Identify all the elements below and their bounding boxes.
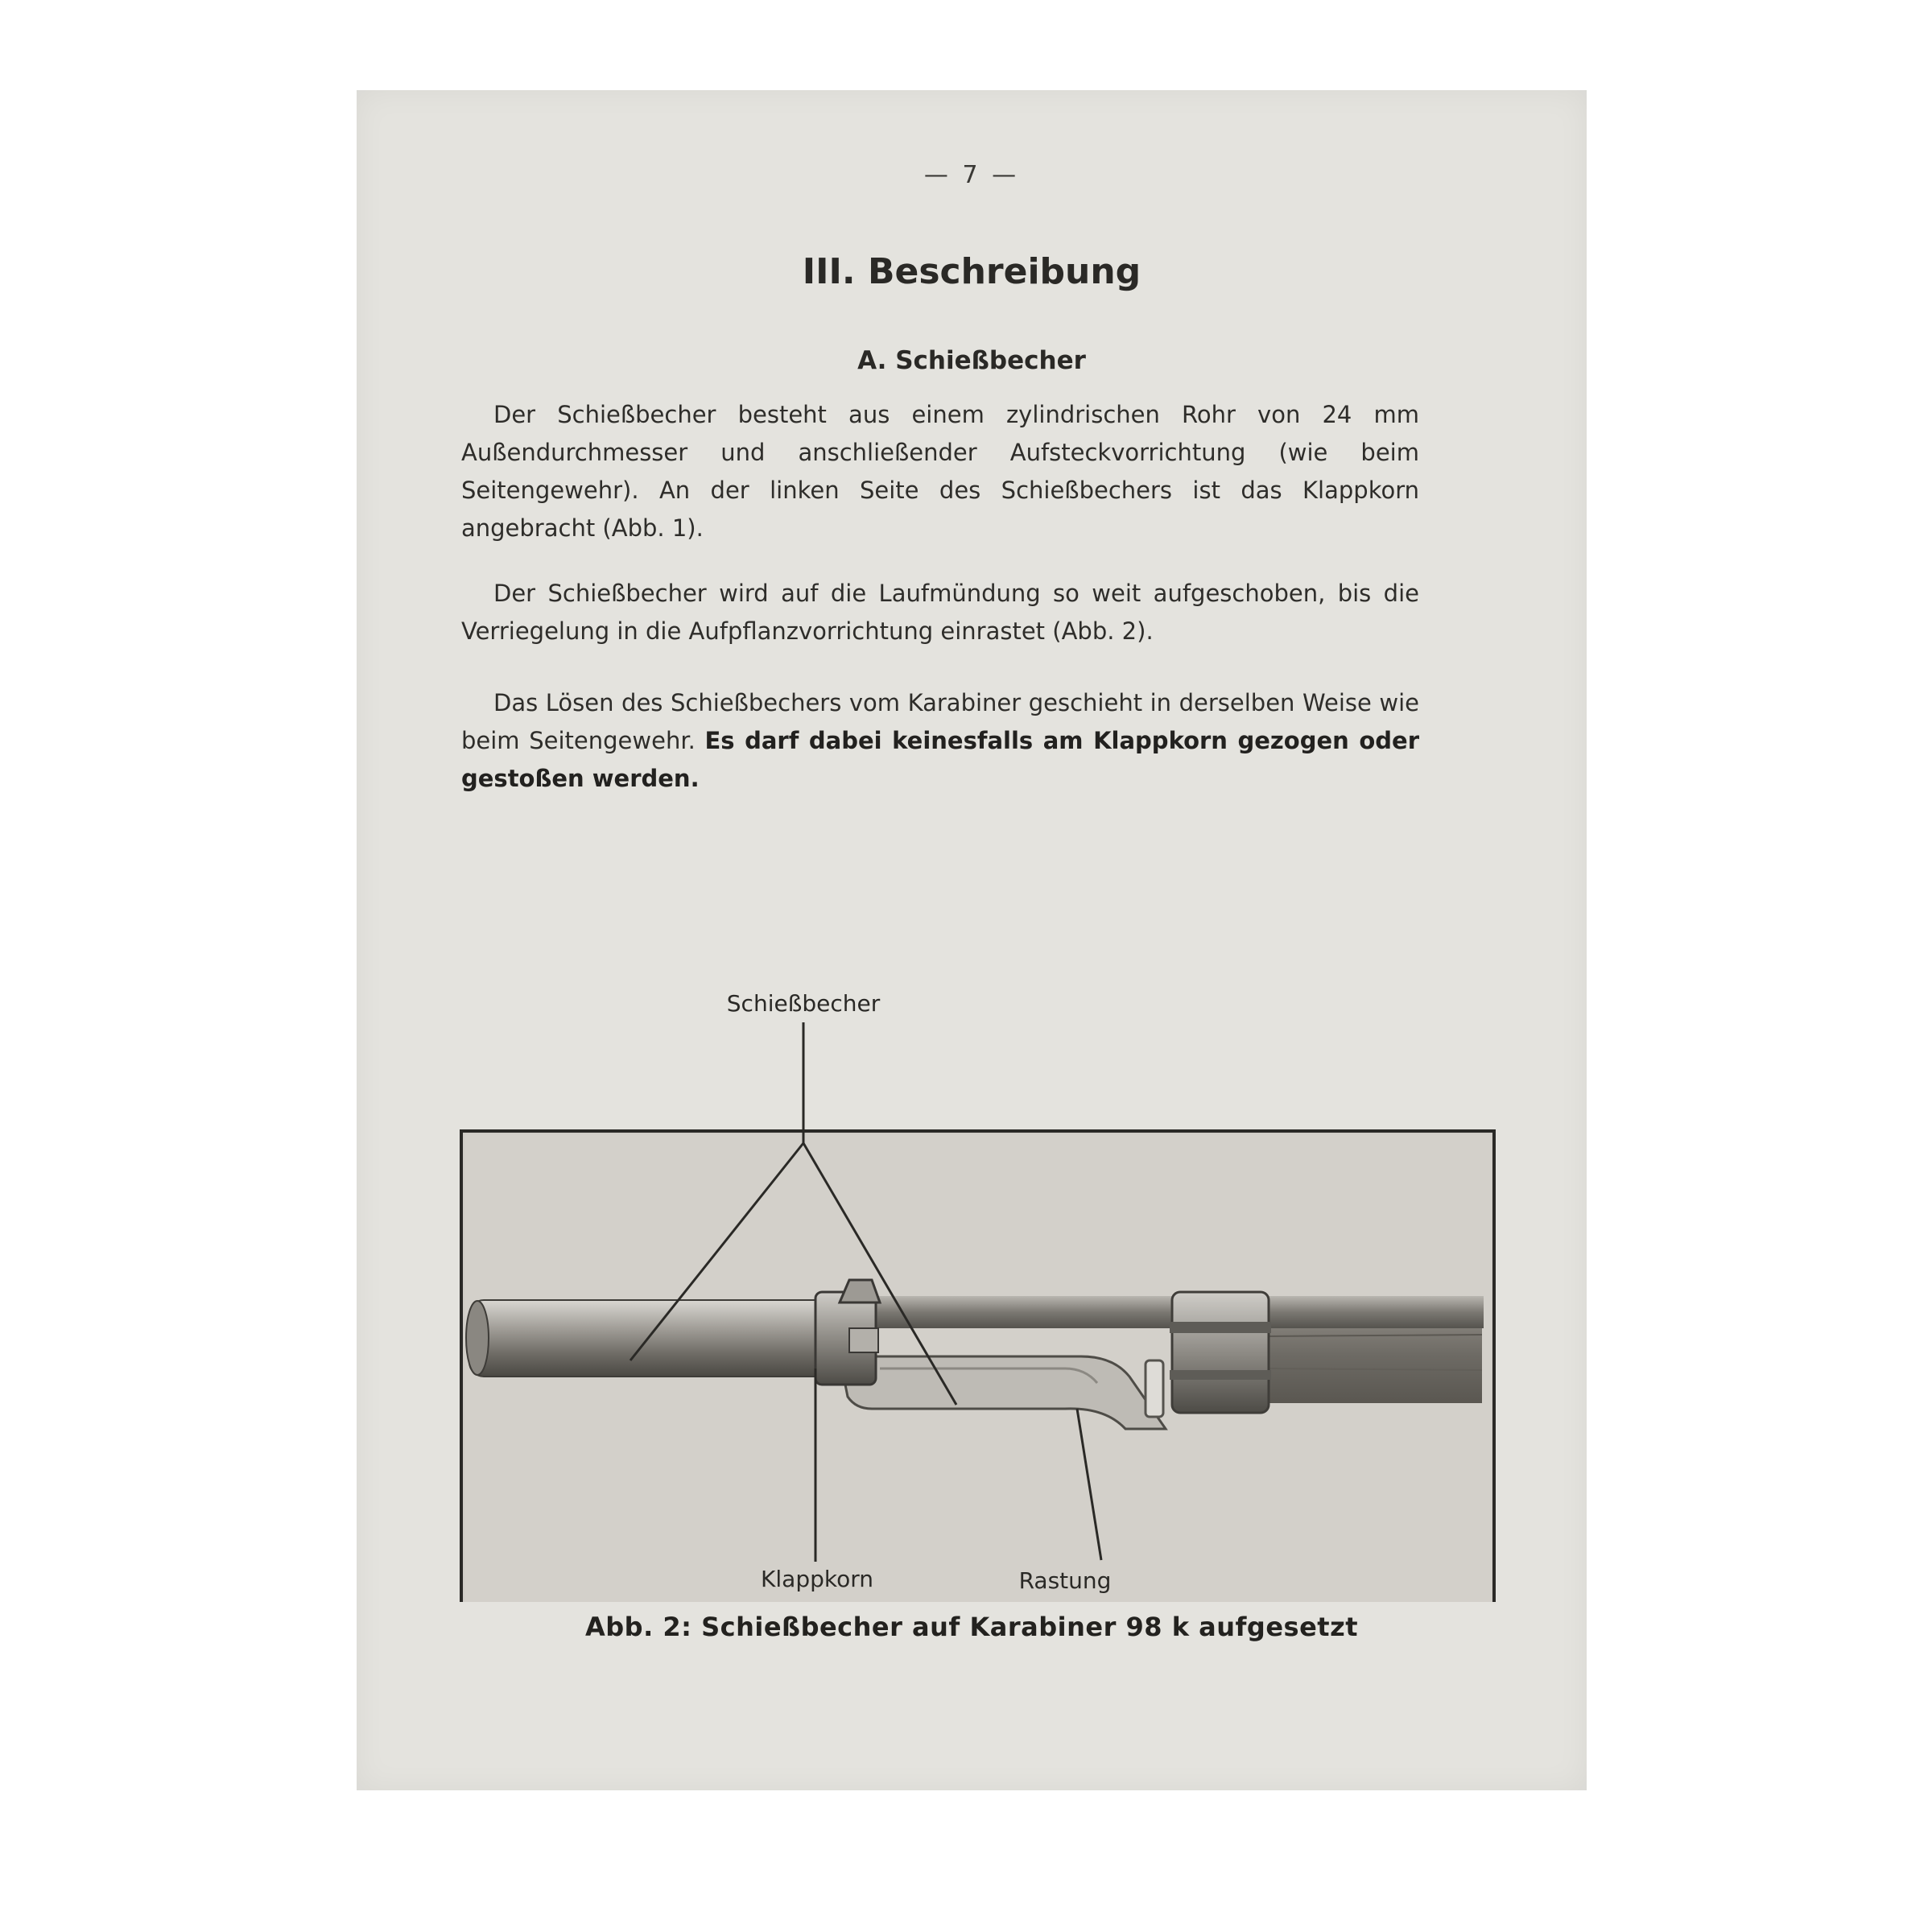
- paragraph-mounting: Der Schießbecher wird auf die Laufmündung so weit aufgeschoben, bis die Verriegelung in die Aufpflanzvorrichtung einrastet (Abb. 2).: [461, 580, 1419, 645]
- upper-band: [1172, 1292, 1269, 1413]
- document-page: [357, 90, 1587, 1790]
- label-rastung: Rastung: [1018, 1567, 1112, 1594]
- paragraph-description: Der Schießbecher besteht aus einem zylindrischen Rohr von 24 mm Außendurchmesser und anschließender Aufsteckvorrichtung (wie beim Seitengewehr). An der linken Seite des Schießbechers ist das Klappkorn angebracht (Abb. 1).: [461, 401, 1419, 542]
- paragraph-removal: [461, 684, 1419, 798]
- removal-text: Das Lösen des Schießbechers vom Karabiner geschieht in derselben Weise wie beim Seitengewehr.: [461, 689, 1419, 754]
- section-title: A. Schießbecher: [857, 346, 1086, 375]
- chapter-title: III. Beschreibung: [802, 251, 1141, 292]
- page-number: — 7 —: [923, 161, 1020, 189]
- label-schiessbecher: Schießbecher: [726, 990, 881, 1017]
- rifle-barrel: [840, 1296, 1484, 1328]
- removal-warning: Es darf dabei keinesfalls am Klappkorn gezogen oder gestoßen werden.: [461, 727, 1420, 792]
- figure-caption: Abb. 2: Schießbecher auf Karabiner 98 k aufgesetzt: [585, 1612, 1358, 1642]
- launcher-cup-tube: [469, 1300, 848, 1377]
- rastung-latch: [1146, 1360, 1163, 1417]
- label-klappkorn: Klappkorn: [761, 1566, 873, 1592]
- figure-abb-2: [357, 990, 1587, 1731]
- rifle-grenade-launcher-illustration: [357, 990, 1587, 1602]
